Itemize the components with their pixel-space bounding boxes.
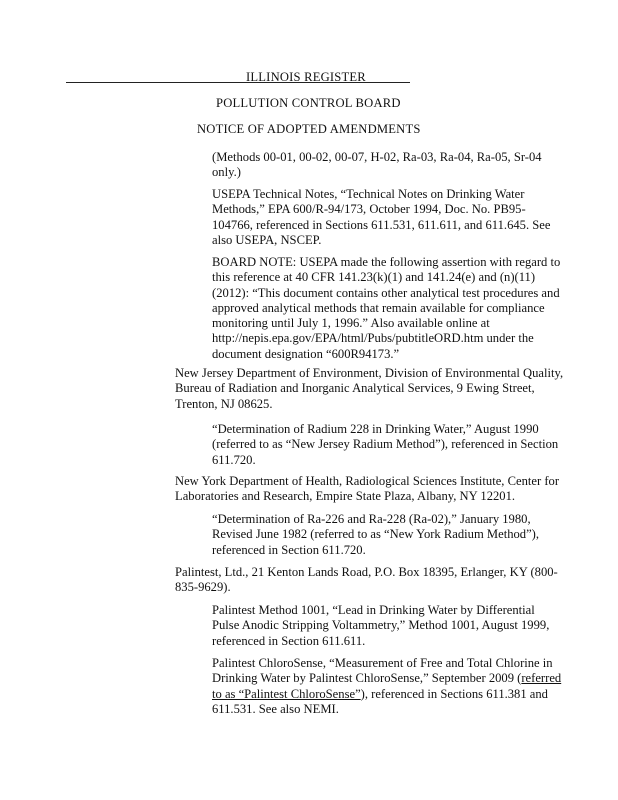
methods-list-text: (Methods 00-01, 00-02, 00-07, H-02, Ra-03, Ra-04, Ra-05, Sr-04 only.) [212,150,542,180]
nj-method-paragraph [212,422,562,468]
ny-method-paragraph [212,512,562,558]
chlorosense-text [212,656,562,717]
chlorosense-part1: Palintest ChloroSense, “Measurement of Free and Total Chlorine in Drinking Water by Palintest ChloroSense,” September 2009 ( [212,656,553,686]
notice-title: NOTICE OF ADOPTED AMENDMENTS [197,122,421,136]
palintest-company-text: Palintest, Ltd., 21 Kenton Lands Road, P.O. Box 18395, Erlanger, KY (800-835-9629). [175,565,558,595]
nj-department-text: New Jersey Department of Environment, Division of Environmental Quality, Bureau of Radiation and Inorganic Analytical Services, 9 Ewing Street, Trenton, NJ 08625. [175,366,564,411]
ny-department-text: New York Department of Health, Radiological Sciences Institute, Center for Laboratories and Research, Empire State Plaza, Albany, NY 12201. [175,474,560,504]
chlorosense-part2: ), referenced in Sections 611.381 and 611.531. See also NEMI. [212,686,548,716]
methods-list-paragraph [212,150,562,181]
nj-method-text: “Determination of Radium 228 in Drinking Water,” August 1990 (referred to as “New Jersey Radium Method”), referenced in Section 611.720. [212,422,559,467]
board-note-paragraph [212,255,562,362]
usepa-tech-notes-text: USEPA Technical Notes, “Technical Notes on Drinking Water Methods,” EPA 600/R-94/173, October 1994, Doc. No. PB95-104766, referenced in Sections 611.531, 611.611, and 611.645. See also USEPA, NSCEP. [212,187,551,247]
usepa-tech-notes-paragraph [212,187,562,248]
chlorosense-underlined: referred to as “Palintest ChloroSense” [212,671,562,701]
ny-department-paragraph [175,474,565,505]
nj-department-paragraph [175,366,565,412]
board-title: POLLUTION CONTROL BOARD [216,96,401,110]
board-note-text: BOARD NOTE: USEPA made the following assertion with regard to this reference at 40 CFR 141.23(k)(1) and 141.24(e) and (n)(11) (2012): “This document contains other analytical test procedures and approved analytical methods that remain available for compliance monitoring until July 1, 1996.” Also available online at http://nepis.epa.gov/EPA/html/Pubs/pubtitleORD.htm under the document designation “600R94173.” [212,255,561,361]
register-title: ILLINOIS REGISTER [246,70,366,84]
ny-method-text: “Determination of Ra-226 and Ra-228 (Ra-02),” January 1980, Revised June 1982 (referred to as “New York Radium Method”), referenced in Section 611.720. [212,512,540,557]
chlorosense-paragraph [212,656,562,717]
palintest-company-paragraph [175,565,565,596]
palintest-1001-paragraph [212,603,562,649]
palintest-1001-text: Palintest Method 1001, “Lead in Drinking Water by Differential Pulse Anodic Stripping Voltammetry,” Method 1001, August 1999, referenced in Section 611.611. [212,603,550,648]
